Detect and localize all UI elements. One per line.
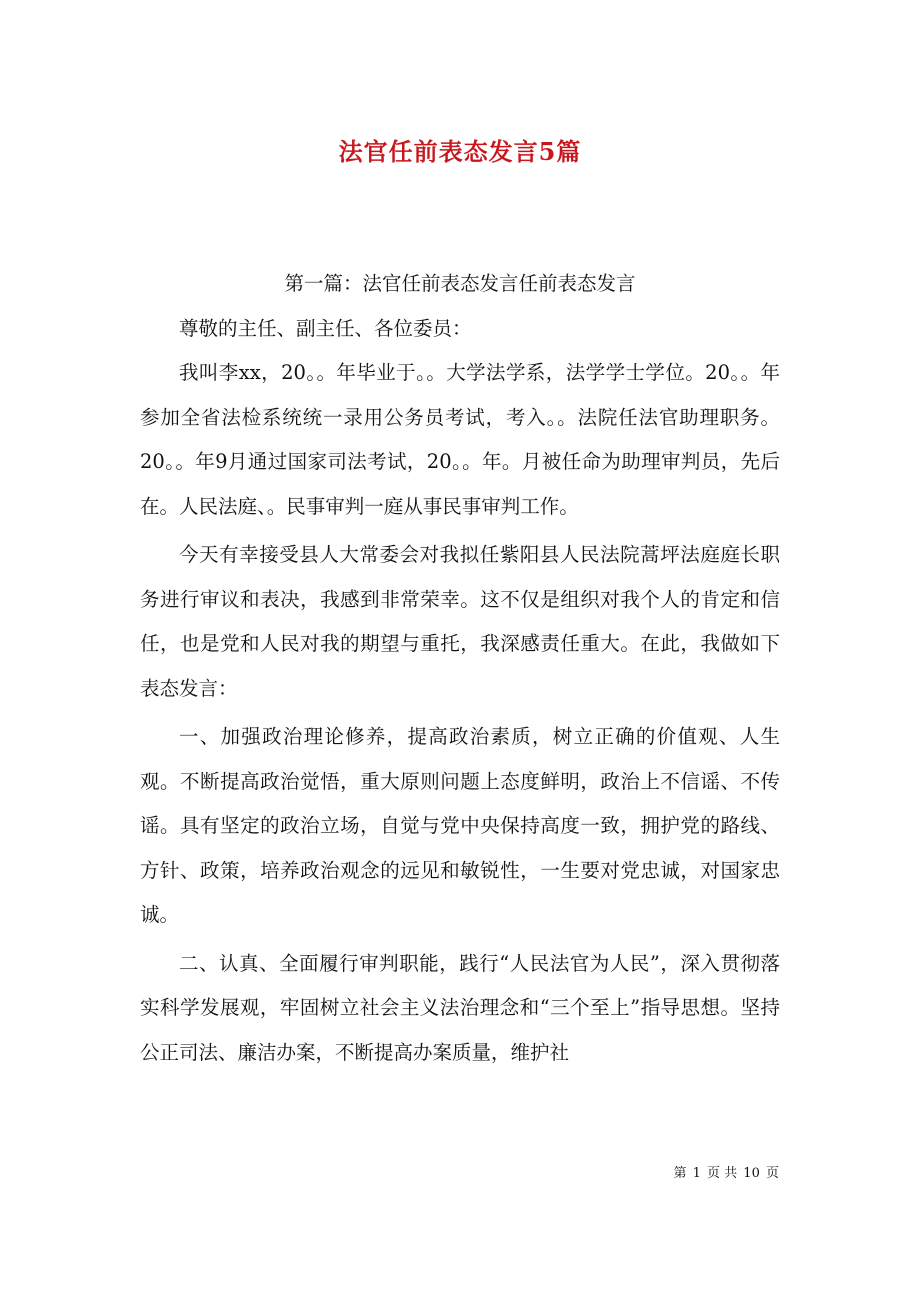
document-title: 法官任前表态发言5篇 bbox=[338, 137, 582, 167]
page-number-footer bbox=[672, 1165, 780, 1183]
footer-prefix: 第 bbox=[673, 1166, 687, 1181]
document-body bbox=[140, 262, 780, 1079]
pledge-one-paragraph: 一、加强政治理论修养，提高政治素质，树立正确的价值观、人生观。不断提高政治觉悟，重大原则问题上态度鲜明，政治上不信谣、不传谣。具有坚定的政治立场，自觉与党中央保持高度一致，拥护党的路线、方针、政策，培养政治观念的远见和敏锐性，一生要对党忠诚，对国家忠诚。 bbox=[140, 725, 780, 926]
total-pages-number: 10 bbox=[743, 1166, 760, 1181]
section-heading: 第一篇：法官任前表态发言任前表态发言 bbox=[284, 272, 636, 295]
pledge-two-paragraph: 二、认真、全面履行审判职能，践行“人民法官为人民”，深入贯彻落实科学发展观，牢固树立社会主义法治理念和“三个至上”指导思想。坚持公正司法、廉洁办案，不断提高办案质量，维护社 bbox=[140, 951, 780, 1064]
footer-suffix: 页 bbox=[765, 1166, 779, 1181]
salutation-paragraph: 尊敬的主任、副主任、各位委员： bbox=[179, 316, 472, 340]
footer-middle: 页 共 bbox=[707, 1166, 738, 1181]
current-page-number: 1 bbox=[692, 1166, 701, 1181]
appointment-paragraph: 今天有幸接受县人大常委会对我拟任紫阳县人民法院蒿坪法庭庭长职务进行审议和表决，我感到非常荣幸。这不仅是组织对我个人的肯定和信任，也是党和人民对我的期望与重托，我深感责任重大。在此，我做如下表态发言： bbox=[140, 543, 780, 700]
introduction-paragraph: 我叫李xx，20。。年毕业于。。大学法学系，法学学士学位。20。。年参加全省法检系统统一录用公务员考试，考入。。法院任法官助理职务。20。。年9月通过国家司法考试，20。。年。月被任命为助理审判员，先后在。人民法庭、。民事审判一庭从事民事审判工作。 bbox=[140, 361, 780, 518]
